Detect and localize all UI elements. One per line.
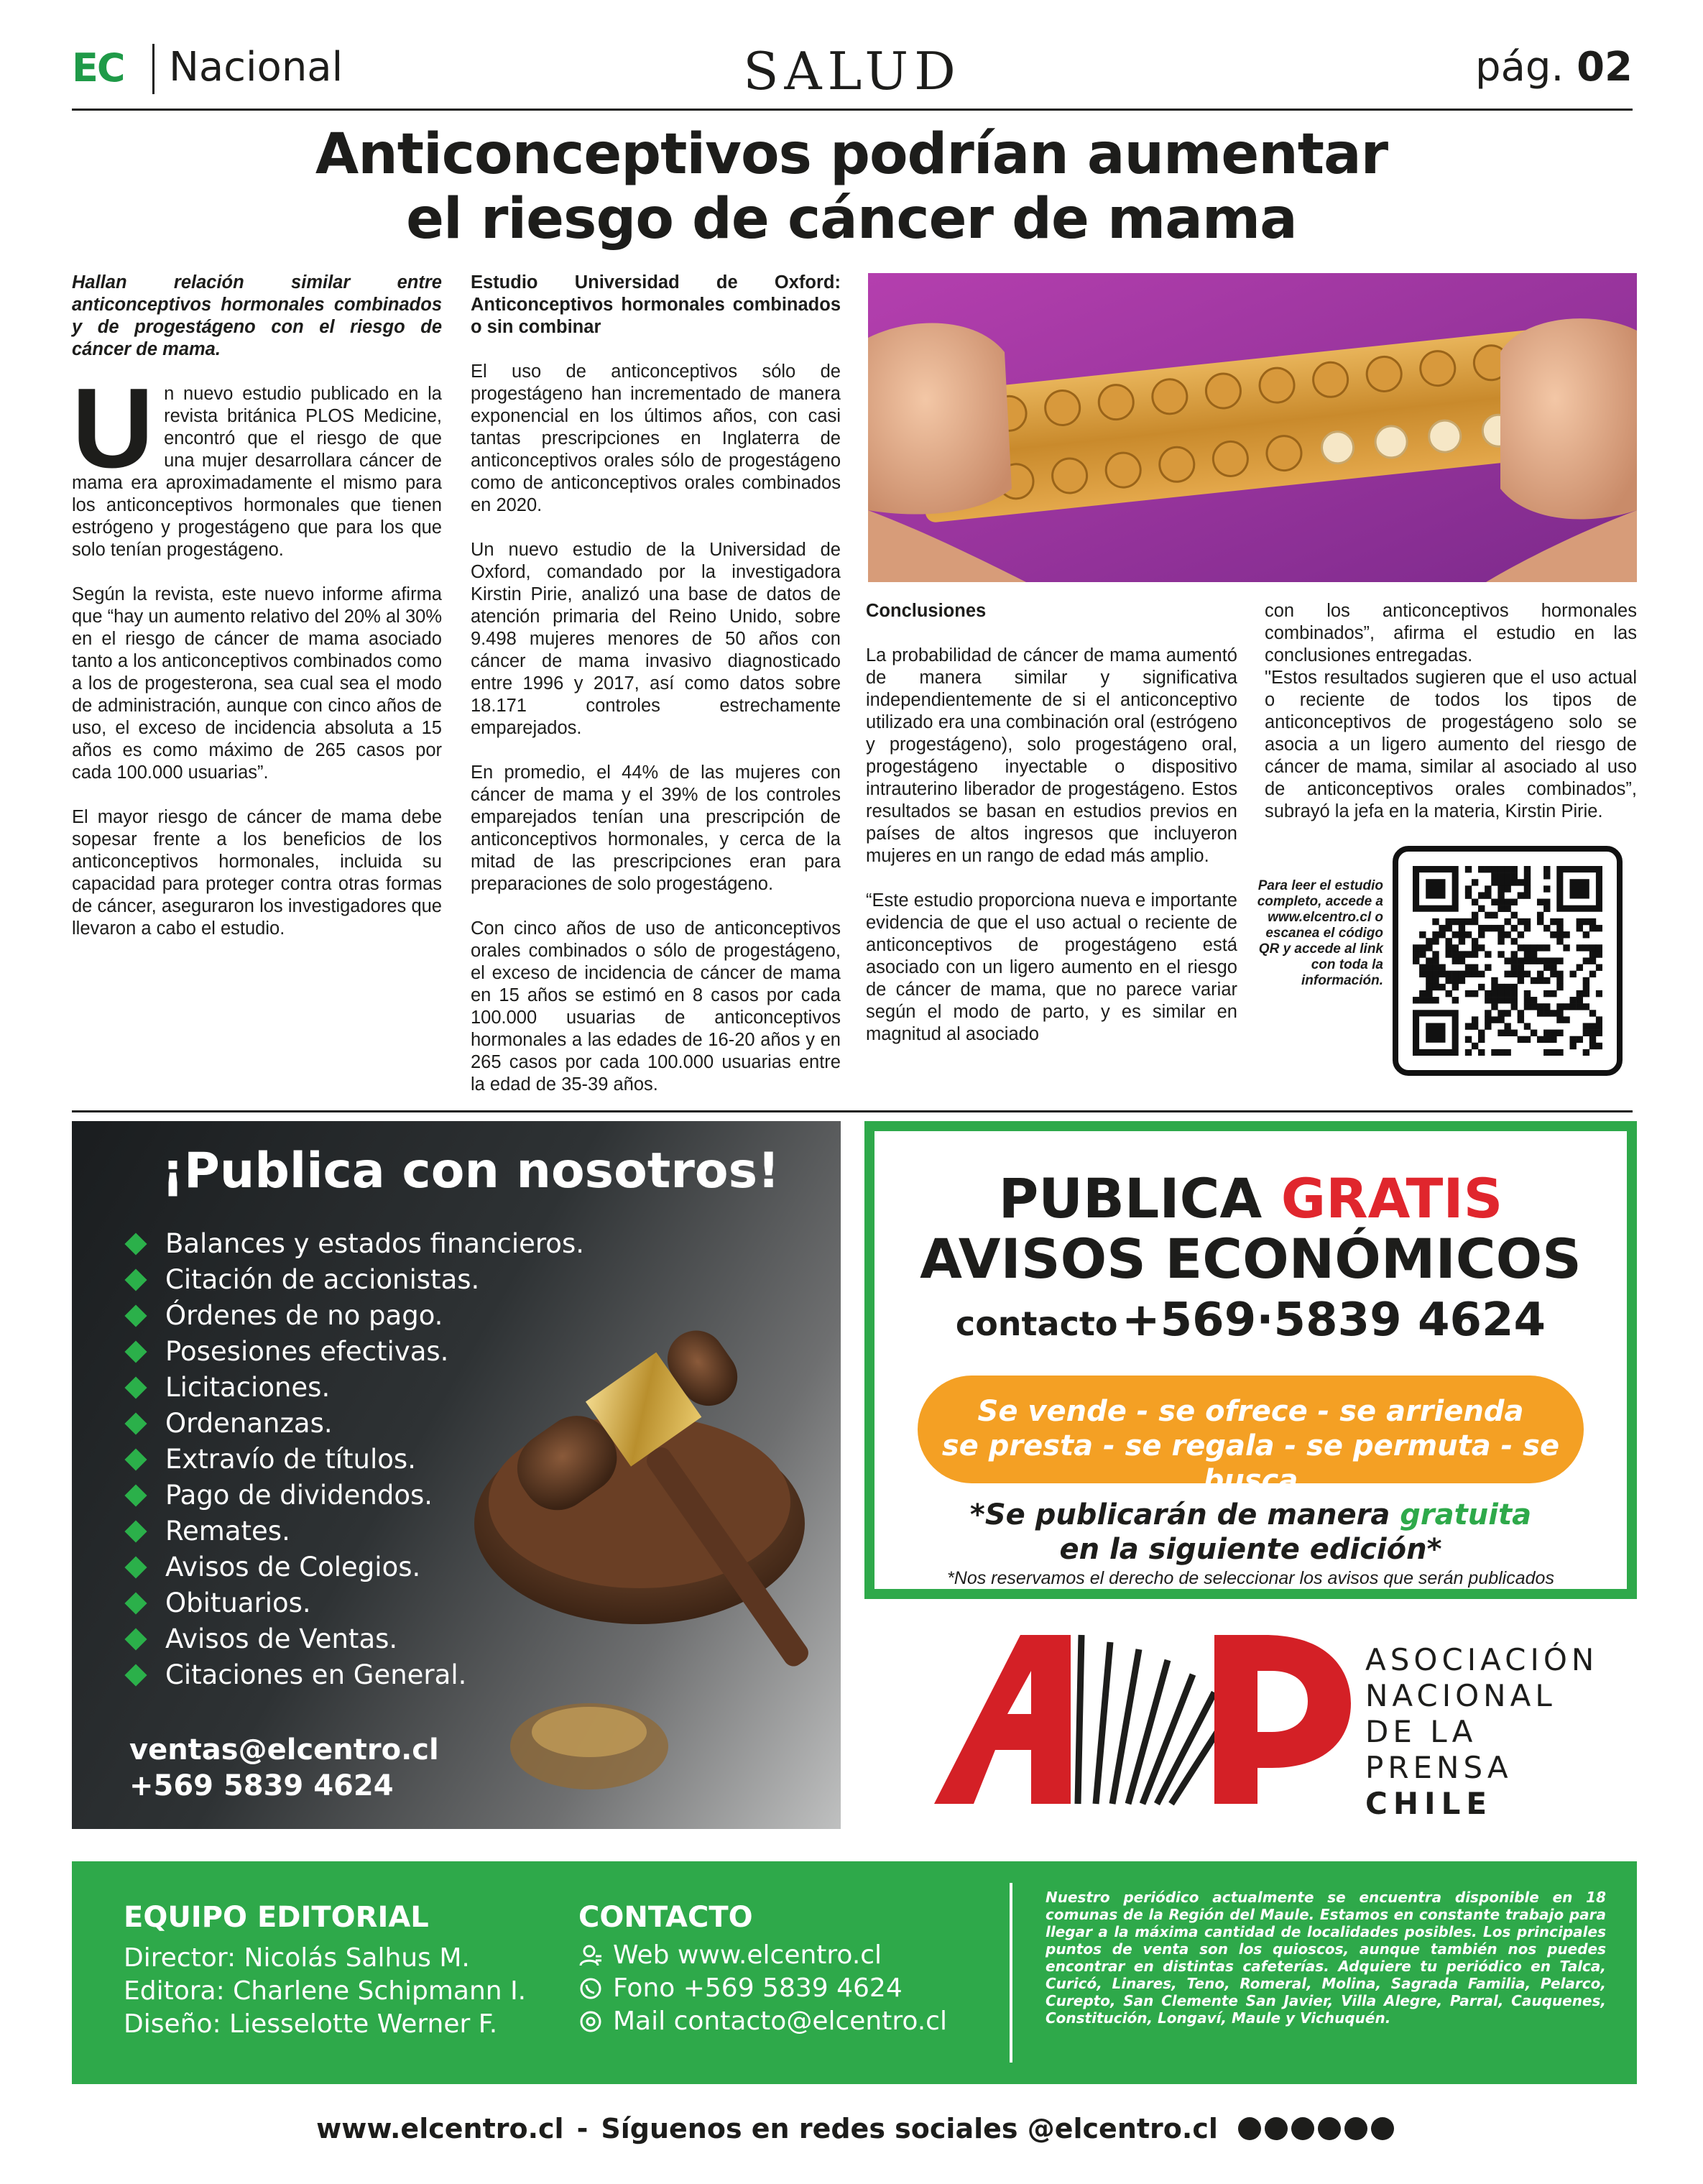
ad-publica-gratis[interactable]	[864, 1121, 1637, 1599]
list-item	[128, 1298, 584, 1334]
article-lead: Hallan relación similar entre anticonceptivos hormonales combinados y de progestágeno con el riesgo de cáncer de mama.	[72, 272, 442, 359]
note-text: *Se publicarán de manera	[969, 1498, 1390, 1531]
contact-list	[578, 1939, 947, 2038]
list-item	[128, 1657, 584, 1693]
list-item-label: Ordenanzas.	[165, 1408, 333, 1439]
article-column-2	[471, 272, 841, 1118]
paragraph: Según la revista, este nuevo informe afirma que “hay un aumento relativo del 20% al 30% en el riesgo de cáncer de mama asociado tanto a los anticonceptivos combinados como a los de progesterona, sea cual sea el modo de administración, aunque con cinco años de uso, el exceso de incidencia absoluta a 15 años es como máximo de 265 casos por cada 100.000 usuarias”.	[72, 584, 442, 783]
anp-line: DE LA PRENSA	[1365, 1714, 1513, 1785]
article-column-3	[866, 600, 1237, 1068]
social-icons	[1238, 2117, 1394, 2140]
headline-line-1: Anticonceptivos podrían aumentar	[315, 122, 1388, 187]
instagram-icon[interactable]	[1265, 2117, 1288, 2140]
ad-email-link[interactable]: ventas@elcentro.cl	[129, 1733, 439, 1766]
paragraph: El uso de anticonceptivos sólo de progestágeno han incrementado de manera exponencial en los últimos años, con casi tantas prescripciones en Inglaterra de anticonceptivos orales sólo de progestágeno como de anticonceptivos orales combinados en 2020.	[471, 361, 841, 515]
headline-line-2: el riesgo de cáncer de mama	[406, 187, 1297, 252]
paragraph: “Este estudio proporciona nueva e importante evidencia de que el uso actual o reciente de anticonceptivos de progestágeno está asociado con un ligero aumento en el riesgo de cáncer de mama, que no parece variar según el modo de parto, y es similar en magnitud al asociado	[866, 890, 1237, 1044]
bullet-diamond-icon	[124, 1412, 147, 1434]
list-item	[128, 1478, 584, 1513]
contact-mail[interactable]	[578, 2005, 947, 2038]
ad-services-list	[128, 1226, 584, 1693]
ad-gratis-note	[874, 1498, 1627, 1567]
bullet-diamond-icon	[124, 1484, 147, 1506]
list-item-label: Citación de accionistas.	[165, 1264, 480, 1295]
headline-word: PUBLICA	[998, 1166, 1263, 1230]
ad-phone[interactable]: +569 5839 4624	[129, 1769, 394, 1802]
pill-line: se presta - se regala - se permuta - se busca	[941, 1429, 1560, 1497]
editorial-footer	[72, 1861, 1637, 2084]
contact-label: contacto	[955, 1304, 1118, 1343]
anp-letters-icon	[927, 1628, 1358, 1807]
contact-web-label: Web www.elcentro.cl	[613, 1940, 882, 1970]
ad-gratis-headline	[874, 1166, 1627, 1230]
website-link[interactable]: www.elcentro.cl	[316, 2113, 564, 2144]
topic-label: SALUD	[743, 41, 961, 101]
bullet-diamond-icon	[124, 1592, 147, 1614]
pill-line: Se vende - se ofrece - se arrienda	[977, 1395, 1524, 1428]
note-text: en la siguiente edición*	[1059, 1533, 1442, 1566]
ad-gratis-disclaimer: *Nos reservamos el derecho de seleccionar los avisos que serán publicados	[947, 1568, 1554, 1588]
section-label: Nacional	[169, 44, 343, 91]
page-header	[72, 40, 1633, 111]
headline-word-gratis: GRATIS	[1280, 1166, 1503, 1230]
facebook-icon[interactable]	[1238, 2117, 1261, 2140]
ad-gratis-subheadline: AVISOS ECONÓMICOS	[920, 1227, 1582, 1291]
article-column-4	[1265, 600, 1637, 845]
list-item	[128, 1262, 584, 1298]
anp-logo	[927, 1628, 1610, 1821]
list-item	[128, 1406, 584, 1442]
note-highlight: gratuita	[1400, 1498, 1532, 1531]
contact-phone-label: Fono +569 5839 4624	[613, 1973, 903, 2003]
bullet-diamond-icon	[124, 1268, 147, 1291]
anp-line: ASOCIACIÓN	[1365, 1642, 1599, 1677]
user-icon	[578, 1943, 603, 1968]
contact-phone[interactable]	[578, 1972, 947, 2005]
ad-gratis-categories-pill	[918, 1376, 1584, 1497]
paragraph	[72, 365, 442, 561]
list-item	[128, 1513, 584, 1549]
header-rule	[72, 109, 1633, 111]
list-item	[128, 1549, 584, 1585]
bottom-separator: -	[576, 2113, 589, 2144]
list-item-label: Órdenes de no pago.	[165, 1300, 443, 1331]
paragraph: El mayor riesgo de cáncer de mama debe sopesar frente a los beneficios de los anticonceptivos hormonales, incluida su capacidad para proteger contra otras formas de cáncer, aseguraron los investigadores que llevaron a cabo el estudio.	[72, 807, 442, 939]
editorial-title: EQUIPO EDITORIAL	[124, 1901, 429, 1934]
list-item	[128, 1334, 584, 1370]
list-item	[128, 1585, 584, 1621]
contact-title: CONTACTO	[578, 1901, 753, 1934]
social-handle: Síguenos en redes sociales @elcentro.cl	[601, 2113, 1218, 2144]
paragraph: con los anticonceptivos hormonales combinados”, afirma el estudio en las conclusiones entregadas.	[1265, 601, 1637, 665]
editorial-item: Director: Nicolás Salhus M.	[124, 1943, 470, 1973]
at-sign-icon	[578, 2009, 603, 2034]
list-item-label: Extravío de títulos.	[165, 1444, 416, 1475]
article-headline	[187, 122, 1516, 252]
bullet-diamond-icon	[124, 1232, 147, 1255]
list-item-label: Obituarios.	[165, 1588, 311, 1618]
bullet-diamond-icon	[124, 1556, 147, 1578]
editorial-list	[124, 1942, 526, 2041]
anp-name	[1365, 1642, 1610, 1822]
list-item	[128, 1370, 584, 1406]
el-centro-logo[interactable]: EC	[72, 45, 124, 91]
editorial-item: Diseño: Liesselotte Werner F.	[124, 2009, 498, 2039]
contraceptive-pills-photo	[868, 273, 1637, 582]
whatsapp-icon	[578, 1976, 603, 2001]
qr-caption: Para leer el estudio completo, accede a www.elcentro.cl o escanea el código QR y accede al link con toda la información.	[1257, 878, 1383, 988]
contact-phone[interactable]: +569·5839 4624	[1122, 1294, 1546, 1347]
paragraph: En promedio, el 44% de las mujeres con cáncer de mama y el 39% de los controles emparejados tenían una prescripción de anticonceptivos hormonales, y cerca de la mitad de las prescripciones eran para preparaciones de solo progestágeno.	[471, 762, 841, 894]
page-number	[1475, 44, 1633, 91]
paragraph-text: n nuevo estudio publicado en la revista británica PLOS Medicine, encontró que el riesgo de que una mujer desarrollara cáncer de mama era aproximadamente el mismo para los anticonceptivos hormonales que tienen estrógeno y progestágeno que para los que solo tenían progestágeno.	[72, 384, 442, 560]
contact-web[interactable]	[578, 1939, 947, 1972]
ad-publica-con-nosotros[interactable]	[72, 1121, 841, 1829]
ad-gratis-contact	[874, 1294, 1627, 1347]
subhead-oxford: Estudio Universidad de Oxford: Anticonceptivos hormonales combinados o sin combinar	[471, 272, 841, 337]
list-item-label: Posesiones efectivas.	[165, 1336, 449, 1367]
spotify-icon[interactable]	[1344, 2117, 1367, 2140]
list-item-label: Pago de dividendos.	[165, 1480, 433, 1511]
ad-publica-contact	[129, 1732, 439, 1804]
bottom-bar	[0, 2113, 1703, 2144]
list-item-label: Licitaciones.	[165, 1372, 331, 1403]
tiktok-icon[interactable]	[1371, 2117, 1394, 2140]
page-prefix: pág.	[1475, 44, 1564, 91]
page-number-value: 02	[1577, 44, 1633, 91]
section-rule	[72, 1110, 1633, 1112]
paragraph: Con cinco años de uso de anticonceptivos orales combinados o sólo de progestágeno, el exceso de incidencia de cáncer de mama en 15 años se estimó en 8 casos por cada 100.000 usuarias de anticonceptivos hormonales a las edades de 16-20 años y en 265 casos por cada 100.000 usuarias entre la edad de 35-39 años.	[471, 918, 841, 1095]
bullet-diamond-icon	[124, 1628, 147, 1650]
list-item-label: Remates.	[165, 1516, 290, 1547]
list-item	[128, 1621, 584, 1657]
qr-code[interactable]	[1393, 846, 1623, 1076]
paragraph: La probabilidad de cáncer de mama aumentó de manera similar y significativa independientemente de si el anticonceptivo utilizado era una combinación oral (estrógeno y progestágeno), solo progestágeno oral, progestágeno inyectable o dispositivo intrauterino liberador de progestágeno. Estos resultados se basan en estudios previos en países de altos ingresos que incluyeron mujeres en un rango de edad más amplio.	[866, 645, 1237, 866]
paragraph: "Estos resultados sugieren que el uso actual o reciente de todos los tipos de anticonceptivos de progestágeno solo se asocia a un ligero aumento del riesgo de cáncer de mama, similar al asociado al uso de anticonceptivos orales combinados”, subrayó la jefa en la materia, Kirstin Pirie.	[1265, 668, 1637, 821]
twitter-icon[interactable]	[1318, 2117, 1341, 2140]
list-item	[128, 1442, 584, 1478]
list-item-label: Balances y estados financieros.	[165, 1228, 584, 1259]
ad-publica-title: ¡Publica con nosotros!	[162, 1143, 780, 1199]
list-item-label: Avisos de Ventas.	[165, 1623, 398, 1654]
bullet-diamond-icon	[124, 1520, 147, 1542]
drop-cap: U	[72, 365, 154, 492]
youtube-icon[interactable]	[1291, 2117, 1314, 2140]
footer-divider	[1010, 1883, 1012, 2063]
anp-line: NACIONAL	[1365, 1678, 1556, 1713]
list-item-label: Avisos de Colegios.	[165, 1552, 421, 1582]
subhead-conclusiones: Conclusiones	[866, 601, 987, 621]
qr-code-graphic	[1413, 866, 1602, 1056]
bullet-diamond-icon	[124, 1448, 147, 1470]
editorial-item: Editora: Charlene Schipmann I.	[124, 1976, 527, 2006]
bullet-diamond-icon	[124, 1376, 147, 1399]
anp-line: CHILE	[1365, 1786, 1493, 1821]
bullet-diamond-icon	[124, 1304, 147, 1327]
contact-mail-label: Mail contacto@elcentro.cl	[613, 2006, 947, 2036]
distribution-note: Nuestro periódico actualmente se encuentra disponible en 18 comunas de la Región del Maule. Estamos en constante trabajo para llegar a la máxima cantidad de localidades posibles. Los principales puntos de venta son los quioscos, aunque también nos puedes encontrar en distintas cafeterías. Adquiere tu periódico en Talca, Curicó, Linares, Teno, Romeral, Molina, Sagrada Familia, Pelarco, Curepto, San Clemente San Javier, Villa Alegre, Parral, Cauquenes, Constitución, Longaví, Maule y Vichuquén.	[1046, 1889, 1606, 2027]
list-item	[128, 1226, 584, 1262]
paragraph: Un nuevo estudio de la Universidad de Oxford, comandado por la investigadora Kirstin Pirie, analizó una base de datos de atención primaria del Reino Unido, sobre 9.498 mujeres menores de 50 años con cáncer de mama invasivo diagnosticado entre 1996 y 2017, así como datos sobre 18.171 controles estrechamente emparejados.	[471, 540, 841, 738]
list-item-label: Citaciones en General.	[165, 1659, 467, 1690]
article-column-1	[72, 272, 442, 962]
bullet-diamond-icon	[124, 1664, 147, 1686]
bullet-diamond-icon	[124, 1340, 147, 1363]
